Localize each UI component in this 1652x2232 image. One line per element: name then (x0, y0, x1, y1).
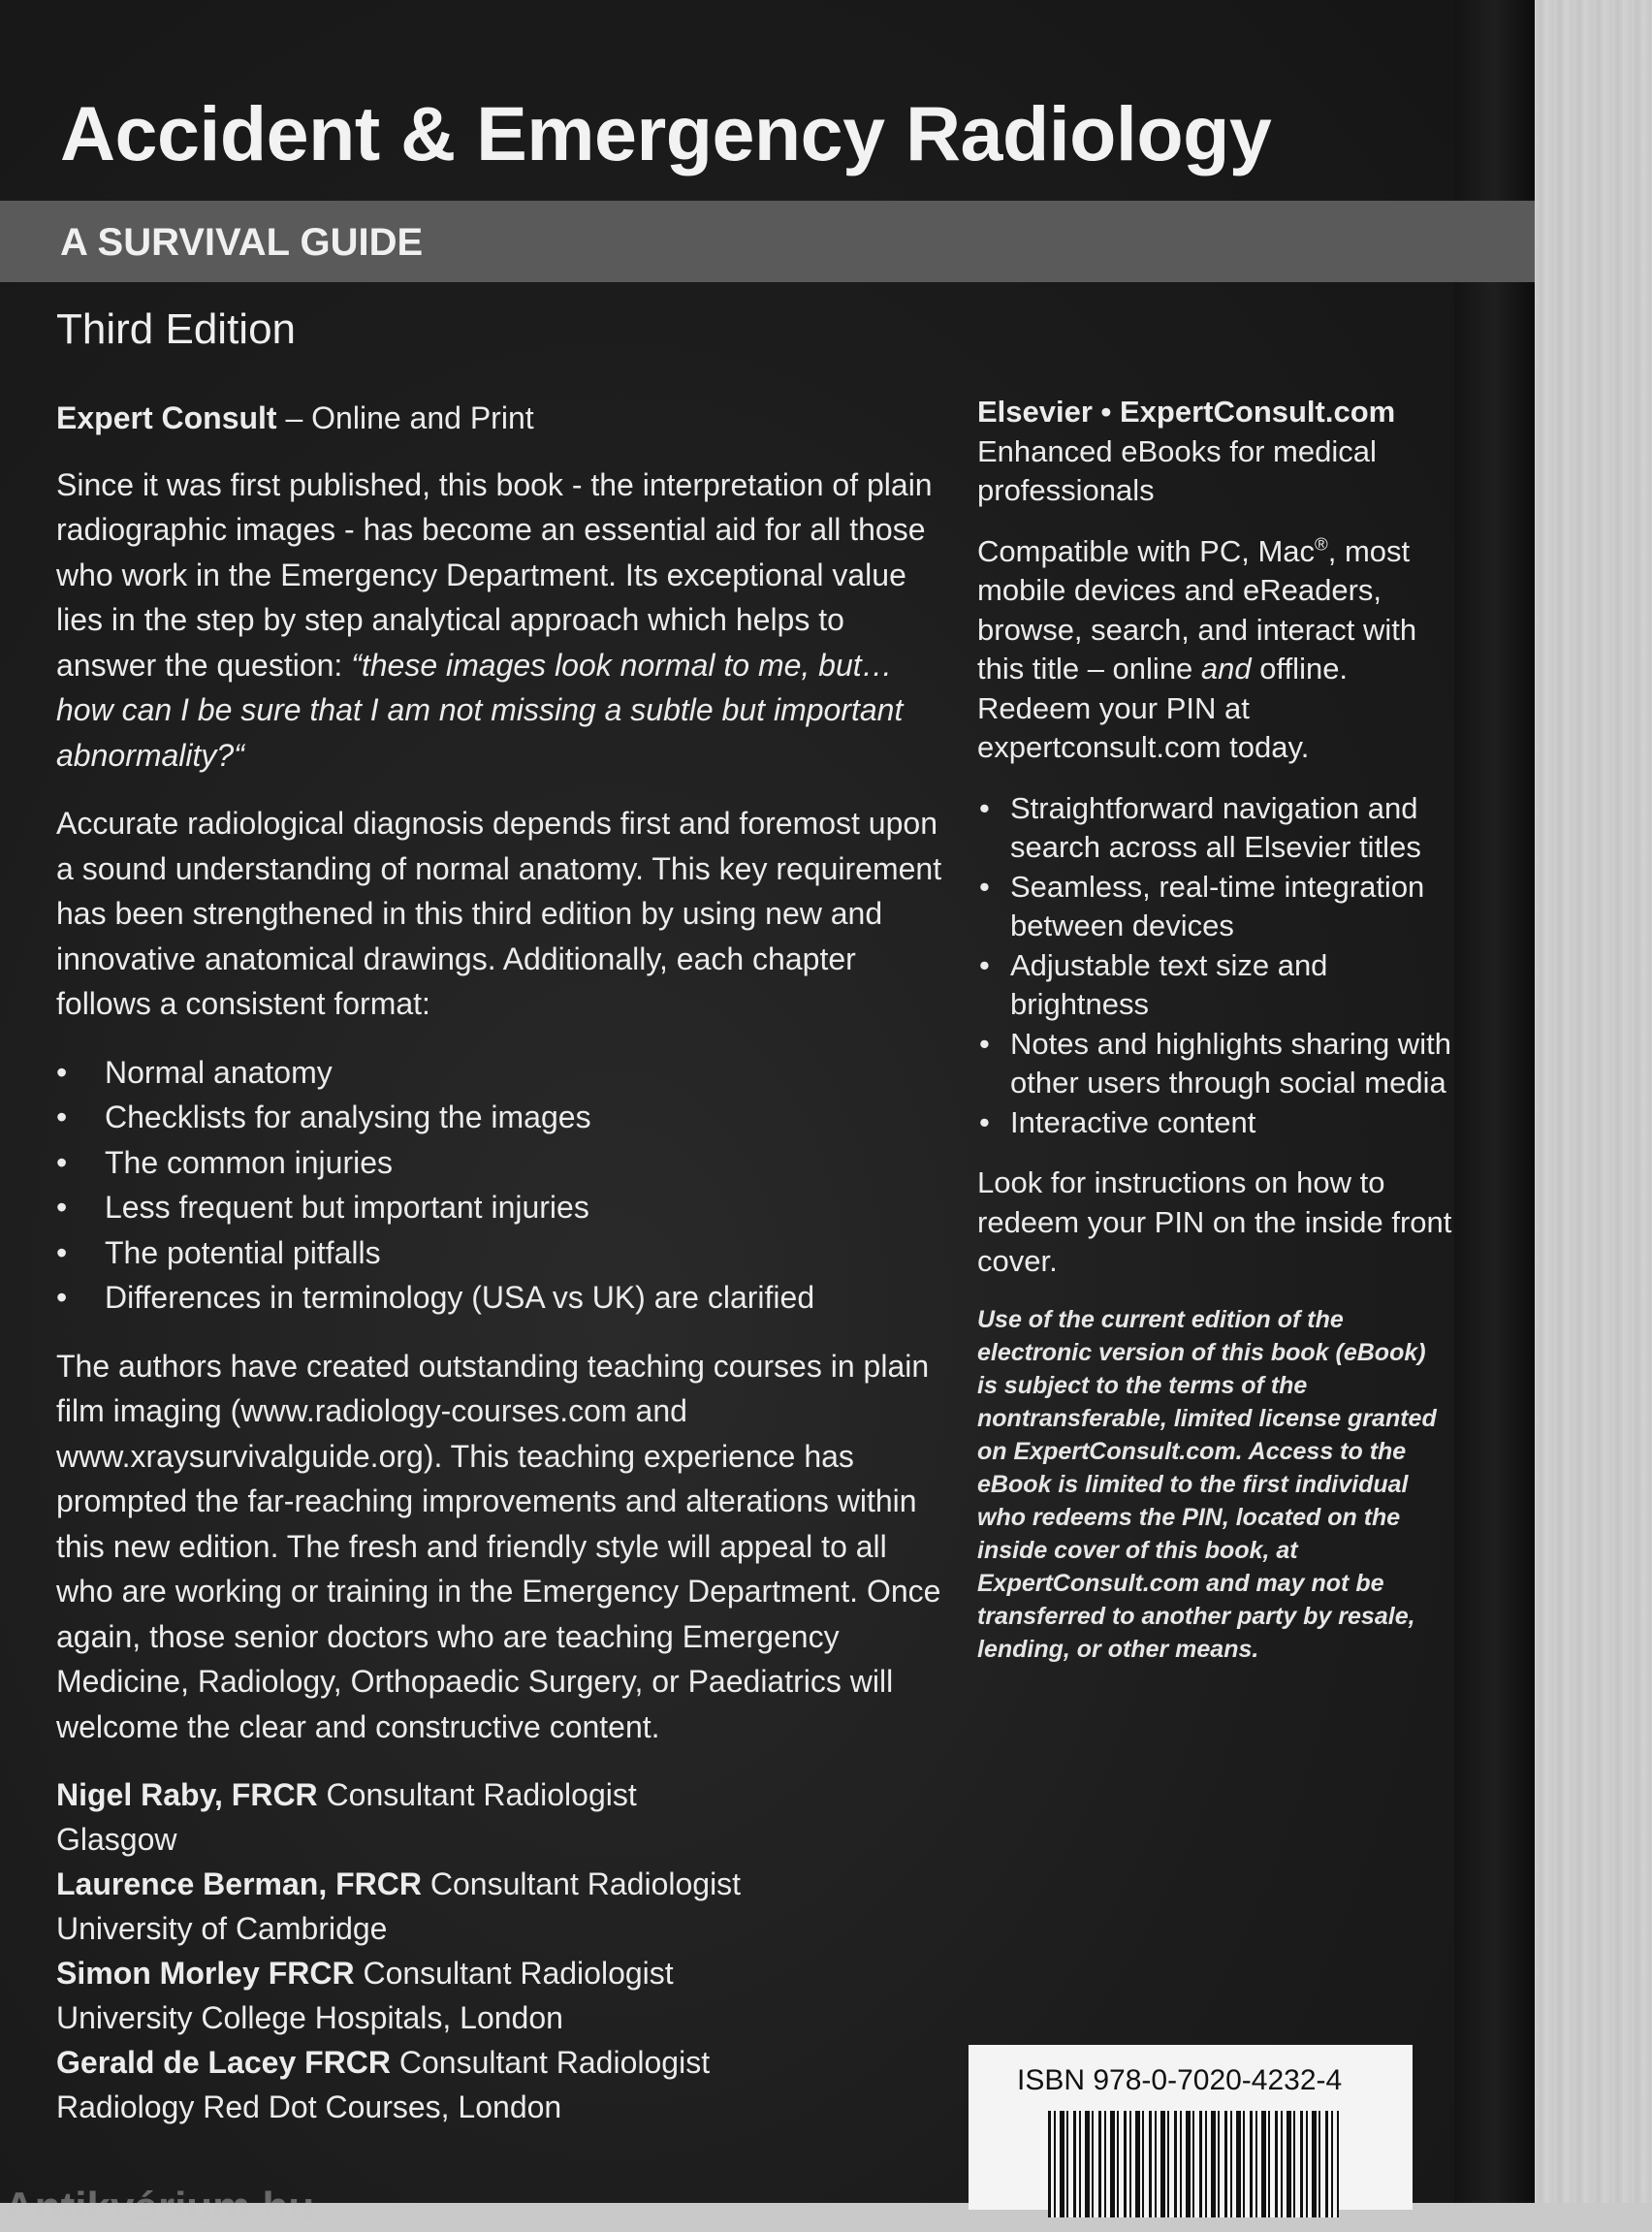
ebook-features-list (977, 789, 1452, 1143)
compat-text: offline. (1251, 652, 1349, 686)
list-item: • Straightforward navigation and search across all Elsevier titles (977, 789, 1452, 868)
compat-emphasis: and (1200, 652, 1252, 686)
ebook-intro (977, 393, 1452, 511)
intro-paragraph (56, 462, 948, 779)
list-item: • Seamless, real-time integration between devices (977, 868, 1452, 946)
author-entry (56, 1951, 948, 1995)
pin-instructions: Look for instructions on how to redeem your PIN on the inside front cover. (977, 1165, 1452, 1278)
list-item: • Normal anatomy (56, 1050, 948, 1096)
expert-consult-brand: Expert Consult (56, 400, 277, 435)
author-name: Simon Morley FRCR (56, 1956, 355, 1991)
list-item: • Checklists for analysing the images (56, 1095, 948, 1140)
author-entry (56, 2040, 948, 2085)
license-notice: Use of the current edition of the electronic version of this book (eBook) is subject to the terms of the nontransferable, limited license granted on ExpertConsult.com. Access to the eBook is limited to the first individual who redeems the PIN, located on the inside cover of this book, at ExpertConsult.com and may not be transferred to another party by resale, lending, or other means. (977, 1305, 1437, 1663)
author-affiliation: Radiology Red Dot Courses, London (56, 2089, 562, 2124)
cover-edge (1454, 0, 1535, 2203)
author-affiliation: University College Hospitals, London (56, 2000, 563, 2035)
list-item: • The common injuries (56, 1140, 948, 1186)
authors-list (56, 1772, 948, 2129)
list-item: • Differences in terminology (USA vs UK) are clarified (56, 1275, 948, 1321)
ebook-info-column (977, 393, 1452, 1687)
list-item: • Adjustable text size and brightness (977, 946, 1452, 1025)
author-role: Consultant Radiologist (317, 1777, 637, 1812)
list-item: • Notes and highlights sharing with other users through social media (977, 1025, 1452, 1103)
ebook-tagline: Enhanced eBooks for medical professionals (977, 433, 1377, 507)
author-affiliation: University of Cambridge (56, 1911, 388, 1946)
barcode-icon (1048, 2111, 1339, 2217)
author-name: Nigel Raby, FRCR (56, 1777, 318, 1812)
author-entry (56, 1862, 948, 1906)
isbn-label (969, 2045, 1413, 2210)
registered-mark: ® (1315, 533, 1328, 555)
background-surface (1535, 0, 1652, 2203)
edition-label: Third Edition (56, 305, 297, 353)
author-role: Consultant Radiologist (354, 1956, 674, 1991)
compatibility-paragraph (977, 532, 1452, 768)
intro-text: Since it was first published, this book - the interpretation of plain radiographic images - has become an essential aid for all those who work in the Emergency Department. Its exceptional value lies in the step by step analytical approach which helps to answer the question: (56, 466, 933, 683)
author-affiliation: Glasgow (56, 1822, 177, 1857)
expert-consult-line (56, 396, 948, 441)
description-column (56, 396, 948, 2129)
anatomy-paragraph: Accurate radiological diagnosis depends first and foremost upon a sound understanding of normal anatomy. This key requirement has been strengthened in this third edition by using new and innovative anatomical drawings. Additionally, each chapter follows a consistent format: (56, 806, 942, 1021)
isbn-number: ISBN 978-0-7020-4232-4 (1017, 2064, 1343, 2096)
watermark: Antikvárium.hu (4, 2184, 315, 2231)
publisher-brand: Elsevier • ExpertConsult.com (977, 395, 1396, 429)
book-title: Accident & Emergency Radiology (60, 90, 1272, 176)
expert-consult-format: – Online and Print (276, 400, 534, 435)
compat-text: , most mobile devices and eReaders, browse, search, and interact with this title – online (977, 533, 1417, 686)
intro-quote: “these images look normal to me, but… how can I be sure that I am not missing a subtle but important abnormality?“ (56, 647, 904, 773)
chapter-format-list (56, 1050, 948, 1321)
author-role: Consultant Radiologist (421, 1866, 742, 1901)
authors-courses-paragraph: The authors have created outstanding teaching courses in plain film imaging (www.radiology-courses.com and www.xraysurvivalguide.org). This teaching experience has prompted the far-reaching improvements and alterations within this new edition. The fresh and friendly style will appeal to all who are working or training in the Emergency Department. Once again, those senior doctors who are teaching Emergency Medicine, Radiology, Orthopaedic Surgery, or Paediatrics will welcome the clear and constructive content. (56, 1348, 941, 1744)
author-name: Laurence Berman, FRCR (56, 1866, 422, 1901)
list-item: • Less frequent but important injuries (56, 1185, 948, 1230)
compat-text: Compatible with PC, Mac (977, 533, 1316, 568)
author-name: Gerald de Lacey FRCR (56, 2045, 391, 2080)
book-subtitle: A SURVIVAL GUIDE (60, 221, 424, 264)
list-item: • Interactive content (977, 1103, 1452, 1143)
author-entry (56, 1772, 948, 1817)
list-item: • The potential pitfalls (56, 1230, 948, 1276)
author-role: Consultant Radiologist (391, 2045, 711, 2080)
redeem-text: Redeem your PIN at expertconsult.com today. (977, 690, 1310, 764)
